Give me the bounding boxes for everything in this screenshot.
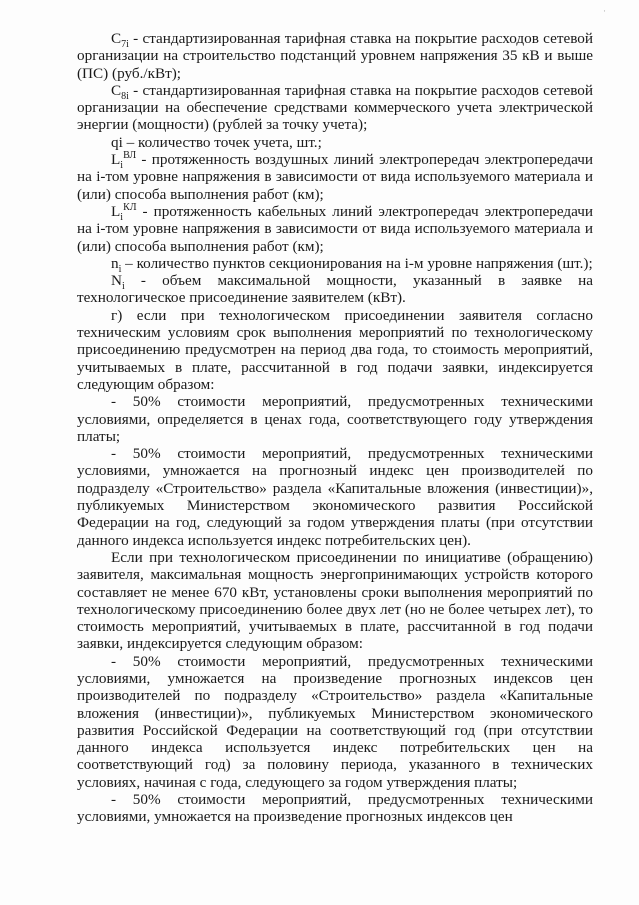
definition-c8: - стандартизированная тарифная ставка на покрытие расходов сетевой организации на обеспечение средствами коммерческого учета электрической энергии (мощности) (рублей за точку учета);: [77, 81, 593, 134]
definition-lvl: - протяженность воздушных линий электропередач электропередачи на i-том уровне напряжения в зависимости от вида используемого материала и (или) способа выполнения работ (км);: [77, 151, 593, 203]
paragraph-ni: [77, 254, 593, 275]
paragraph-g: г) если при технологическом присоединении заявителя согласно техническим условиям срок выполнения мероприятий по технологическому присоединению предусмотрен на период два года, то стоимость мероприятий, учитываемых в плате, рассчитанной в год подачи заявки, индексируется следующим образом:: [77, 306, 593, 393]
document-body: [77, 30, 593, 826]
margin-mark: ·: [603, 6, 606, 16]
subscript-c8: 8i: [121, 90, 129, 102]
symbol-lvl: L: [111, 151, 121, 169]
definition-c7: - стандартизированная тарифная ставка на покрытие расходов сетевой организации на строительство подстанций уровнем напряжения 35 кВ и выше (ПС) (руб./кВт);: [77, 30, 593, 82]
definition-ni: – количество пунктов секционирования на i-м уровне напряжения (шт.);: [121, 254, 593, 272]
subscript-c7: 7i: [121, 39, 129, 51]
subscript-lvl: i: [120, 160, 124, 172]
paragraph-lvl: [77, 151, 593, 203]
symbol-c8: C: [111, 81, 122, 99]
paragraph-qi: qi – количество точек учета, шт.;: [111, 133, 322, 151]
subscript-lkl: i: [120, 212, 124, 223]
symbol-Ni: N: [111, 272, 122, 290]
bullet-3: - 50% стоимости мероприятий, предусмотренных техническими условиями, умножается на произведение прогнозных индексов цен производителей по подразделу «Строительство» раздела «Капитальные вложения (инвестиции)», публикуемых Министерством экономического развития Российской Федерации на соответствующий год (при отсутствии данного индекса используется индекс потребительских цен на соответствующий год) за половину периода, указанного в технических условиях, начиная с года, следующего за годом утверждения платы;: [77, 652, 593, 791]
bullet-2: - 50% стоимости мероприятий, предусмотренных техническими условиями, умножается на прогнозный индекс цен производителей по подразделу «Строительство» раздела «Капитальные вложения (инвестиции)», публикуемых Министерством экономического развития Российской Федерации на год, следующий за годом утверждения платы (при отсутствии данного индекса используется индекс потребительских цен).: [77, 445, 593, 549]
paragraph-lkl: [77, 203, 593, 255]
paragraph-if: Если при технологическом присоединении по инициативе (обращению) заявителя, максимальная мощность энергопринимающих устройств которого составляет не менее 670 кВт, установлены сроки выполнения мероприятий по технологическому присоединению более двух лет (но не более четырех лет), то стоимость мероприятий, учитываемых в плате, рассчитанной в год подачи заявки, индексируется следующим образом:: [77, 548, 593, 653]
bullet-4: - 50% стоимости мероприятий, предусмотренных техническими условиями, умножается на произведение прогнозных индексов цен: [77, 791, 593, 826]
superscript-lkl: КЛ: [123, 201, 137, 213]
subscript-Ni: i: [121, 281, 125, 293]
definition-lkl: - протяженность кабельных линий электропередач электропередачи на i-том уровне напряжения в зависимости от вида используемого материала и (или) способа выполнения работ (км);: [77, 202, 593, 255]
symbol-c7: C: [111, 30, 122, 47]
bullet-1: - 50% стоимости мероприятий, предусмотренных техническими условиями, определяется в ценах года, соответствующего году утверждения платы;: [77, 393, 593, 445]
symbol-lkl: L: [111, 202, 121, 220]
symbol-ni: n: [111, 254, 119, 272]
subscript-ni: i: [118, 263, 122, 275]
paragraph-c8: [77, 82, 593, 134]
superscript-lvl: ВЛ: [123, 150, 137, 162]
paragraph-c7: [77, 30, 593, 82]
definition-Ni: - объем максимальной мощности, указанный в заявке на технологическое присоединение заявителем (кВт).: [77, 272, 593, 307]
paragraph-Ni: [77, 272, 593, 307]
